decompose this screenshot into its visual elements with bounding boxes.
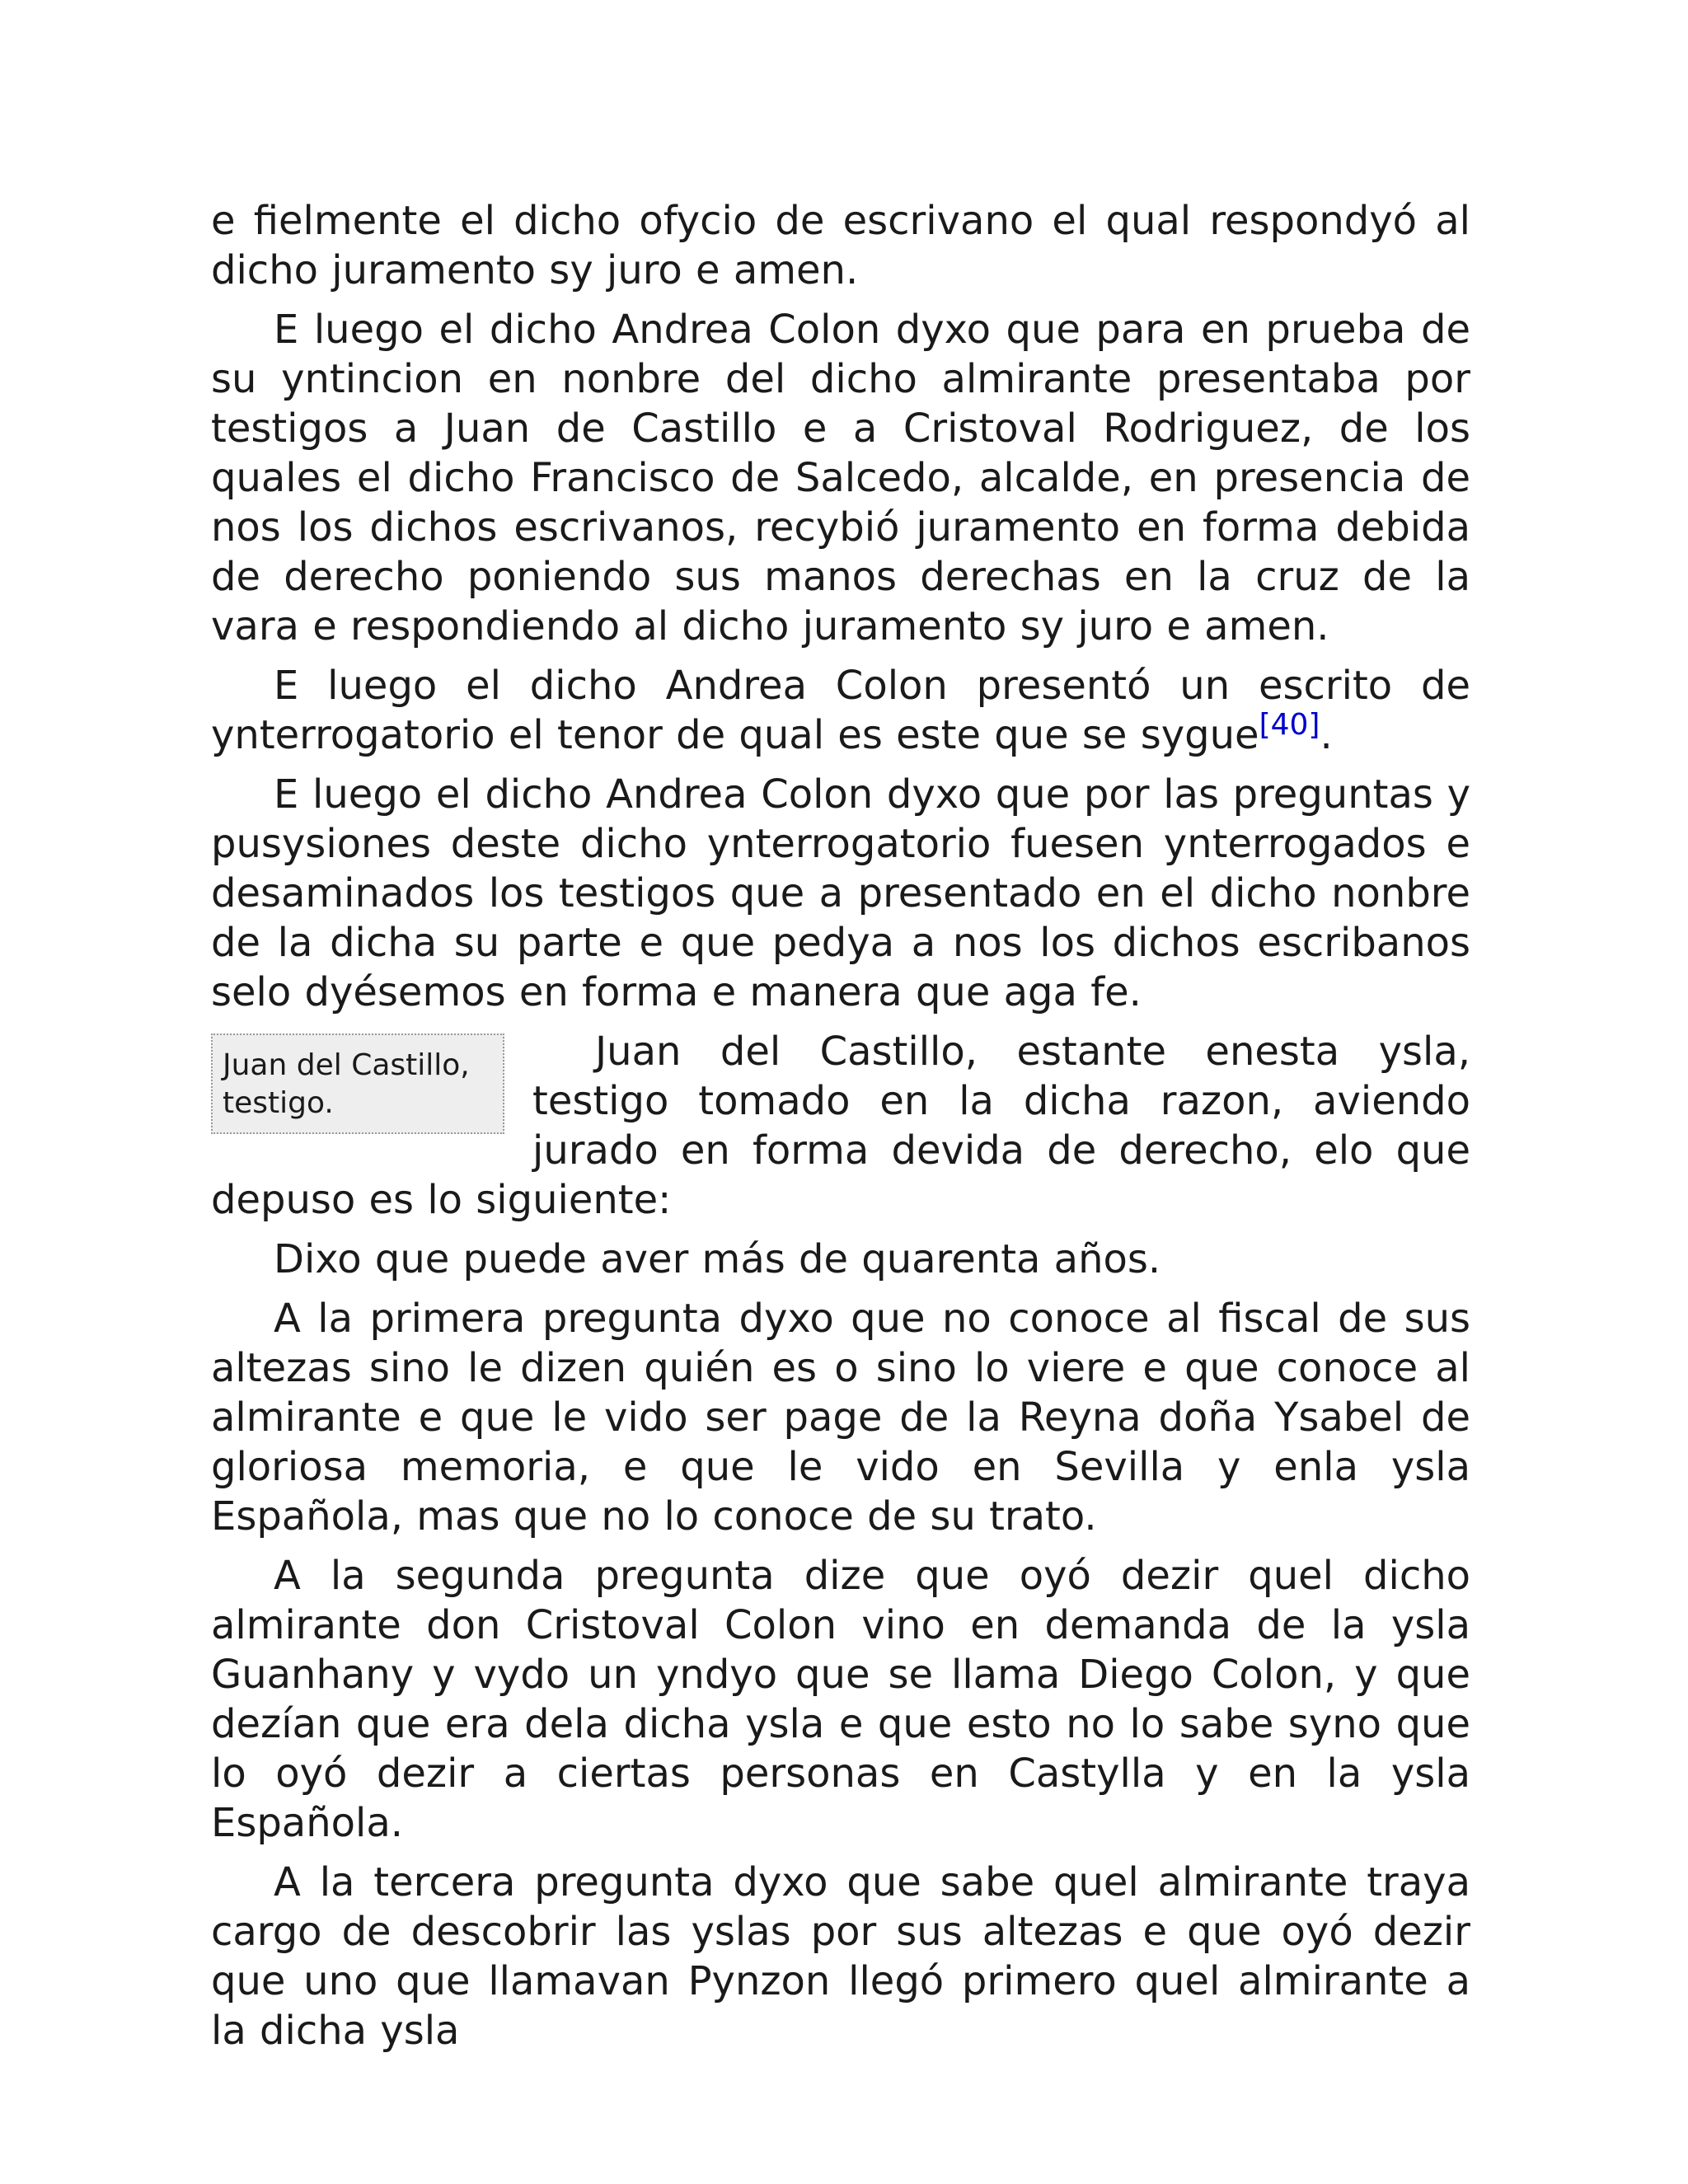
paragraph-witness-age: Dixo que puede aver más de quarenta años. xyxy=(274,1236,1161,1282)
paragraph-second-question: A la segunda pregunta dize que oyó dezir quel dicho almirante don Cristoval Colon vino en demanda de la ysla Guanhany y vydo un yndyo que se llama Diego Colon, y que dezían que era dela dicha ysla e que esto no lo sabe syno que lo oyó dezir a ciertas personas en Castylla y en la ysla Española. xyxy=(211,1553,1470,1846)
paragraph-interrogatory-text: E luego el dicho Andrea Colon presentó un escrito de ynterrogatorio el tenor de qual es este que se sygue xyxy=(211,663,1470,758)
paragraph-interrogatory-end: . xyxy=(1320,712,1333,758)
paragraph-witnesses-presented: E luego el dicho Andrea Colon dyxo que para en prueba de su yntincion en nonbre del dicho almirante presentaba por testigos a Juan de Castillo e a Cristoval Rodriguez, de los quales el dicho Francisco de Salcedo, alcalde, en presencia de nos los dichos escrivanos, recybió juramento en forma debida de derecho poniendo sus manos derechas en la cruz de la vara e respondiendo al dicho juramento sy juro e amen. xyxy=(211,307,1470,649)
footnote-reference-link[interactable]: [40] xyxy=(1259,708,1320,742)
document-page xyxy=(211,196,1470,2065)
margin-note-witness: Juan del Castillo, testigo. xyxy=(211,1033,504,1134)
paragraph-interrogation-request: E luego el dicho Andrea Colon dyxo que por las preguntas y pusysiones deste dicho ynterrogatorio fuesen ynterrogados e desaminados los testigos que a presentado en el dicho nonbre de la dicha su parte e que pedya a nos los dichos escribanos selo dyésemos en forma e manera que aga fe. xyxy=(211,771,1470,1015)
paragraph-witness-intro: Juan del Castillo, estante enesta ysla, testigo tomado en la dicha razon, aviendo jurado en forma devida de derecho, elo que depuso es lo siguiente: xyxy=(211,1029,1470,1223)
paragraph-oath-continuation: e fielmente el dicho ofycio de escrivano el qual respondyó al dicho juramento sy juro e amen. xyxy=(211,198,1470,293)
paragraph-interrogatory-presented xyxy=(211,661,1470,760)
paragraph-first-question: A la primera pregunta dyxo que no conoce al fiscal de sus altezas sino le dizen quién es o sino lo viere e que conoce al almirante e que le vido ser page de la Reyna doña Ysabel de gloriosa memoria, e que le vido en Sevilla y enla ysla Española, mas que no lo conoce de su trato. xyxy=(211,1296,1470,1540)
paragraph-third-question: A la tercera pregunta dyxo que sabe quel almirante traya cargo de descobrir las yslas por sus altezas e que oyó dezir que uno que llamavan Pynzon llegó primero quel almirante a la dicha ysla xyxy=(211,1859,1470,2054)
